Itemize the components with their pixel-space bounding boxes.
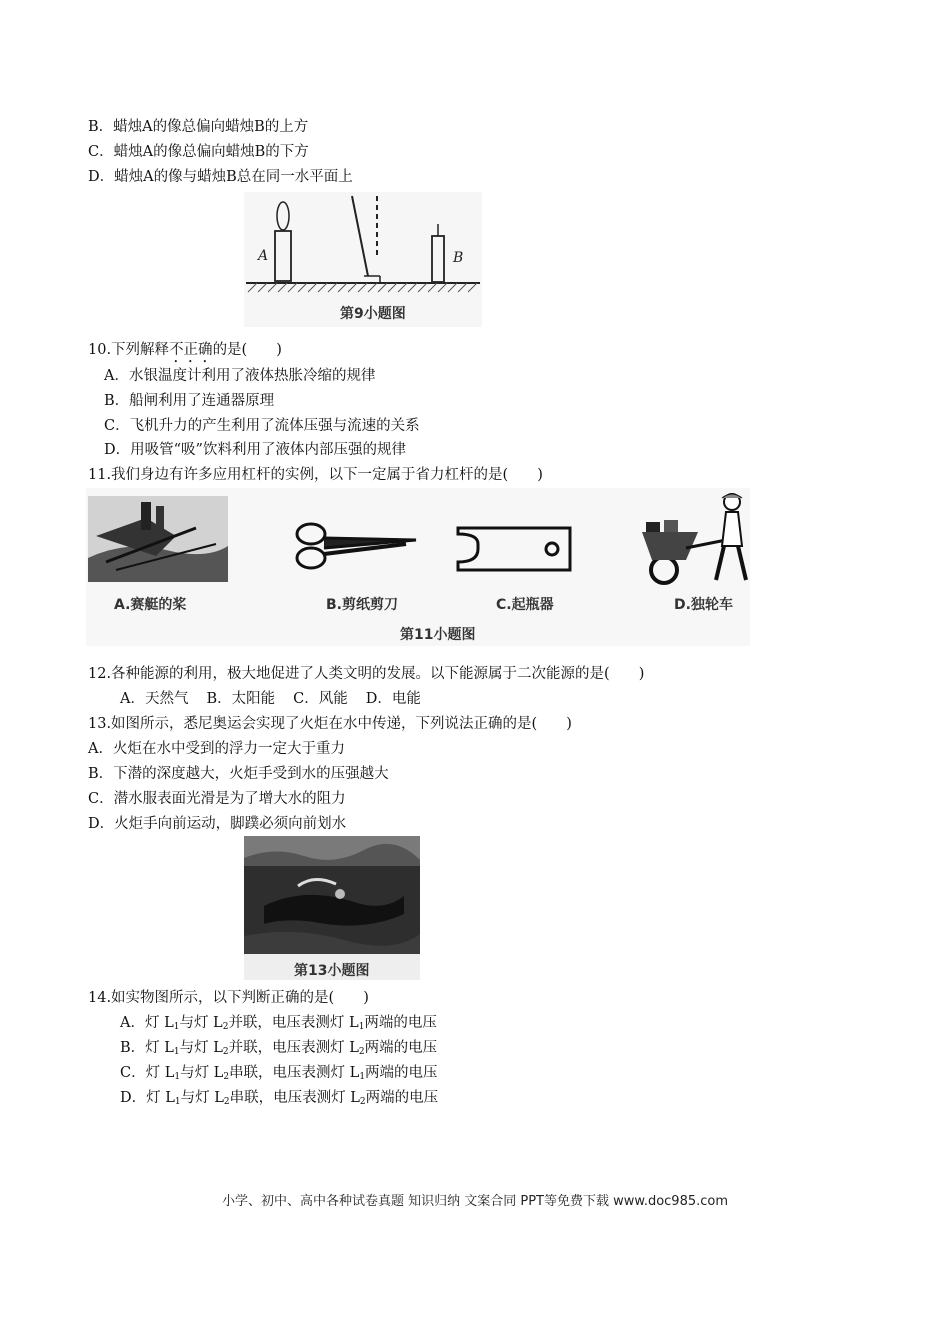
- q14-b-mid: 与灯 L: [179, 1040, 223, 1056]
- q9-figure-caption: 第9小题图: [340, 306, 406, 322]
- q13-figure: [244, 836, 420, 980]
- q11-label-c: C.起瓶器: [496, 597, 554, 613]
- q14-stem: 14.如实物图所示，以下判断正确的是( ): [88, 990, 369, 1006]
- q14-d-post: 串联，电压表测灯 L: [229, 1090, 360, 1106]
- q14-d-sub3: 2: [359, 1097, 366, 1107]
- q13-option-c: C．潜水服表面光滑是为了增大水的阻力: [88, 791, 346, 807]
- q14-a-sub3: 1: [358, 1022, 365, 1032]
- q14-d-end: 两端的电压: [365, 1090, 439, 1106]
- q14-c-sub1: 1: [174, 1072, 181, 1082]
- q14-c-post: 串联，电压表测灯 L: [229, 1065, 360, 1081]
- q12-option-b: B．太阳能: [206, 691, 276, 707]
- q14-a-pre: A．灯 L: [120, 1015, 174, 1031]
- underwater-torch-photo: [244, 836, 420, 954]
- q10-stem-pre: 10.下列解释: [88, 342, 170, 358]
- q14-option-a: [120, 1013, 437, 1037]
- q13-figure-caption: 第13小题图: [294, 963, 370, 979]
- q10-option-b: B．船闸利用了连通器原理: [104, 393, 275, 409]
- q14-a-sub1: 1: [173, 1022, 180, 1032]
- q11-figure: [86, 488, 750, 646]
- q11-label-d: D.独轮车: [674, 597, 733, 613]
- q14-b-post: 并联，电压表测灯 L: [228, 1040, 359, 1056]
- q14-c-sub3: 1: [359, 1072, 366, 1082]
- q9-figure: [244, 192, 482, 327]
- q14-d-pre: D．灯 L: [120, 1090, 175, 1106]
- q14-b-pre: B．灯 L: [120, 1040, 174, 1056]
- q10-stem-post: 的是( ): [212, 342, 282, 358]
- candle-a-label: A: [258, 248, 269, 264]
- q9-option-c: C．蜡烛A的像总偏向蜡烛B的下方: [88, 144, 309, 160]
- lever-examples-illustration: [86, 488, 750, 646]
- q10-stem: [88, 340, 282, 366]
- q14-b-sub2: 2: [222, 1047, 229, 1057]
- candle-b-label: B: [453, 250, 464, 266]
- q14-c-end: 两端的电压: [365, 1065, 438, 1081]
- q14-a-post: 并联，电压表测灯 L: [228, 1015, 359, 1031]
- q12-option-d: D．电能: [365, 691, 421, 707]
- q14-option-c: [120, 1063, 438, 1087]
- q12-stem: 12.各种能源的利用，极大地促进了人类文明的发展。以下能源属于二次能源的是( ): [88, 666, 645, 682]
- q13-option-b: B．下潜的深度越大，火炬手受到水的压强越大: [88, 766, 389, 782]
- q14-c-pre: C．灯 L: [120, 1065, 175, 1081]
- q14-a-end: 两端的电压: [364, 1015, 437, 1031]
- q13-option-a: A．火炬在水中受到的浮力一定大于重力: [88, 741, 345, 757]
- q14-d-sub2: 2: [223, 1097, 230, 1107]
- q11-label-a: A.赛艇的桨: [114, 597, 187, 613]
- q10-stem-emphasis: 不正确: [169, 342, 213, 358]
- q10-option-d: D．用吸管“吸”饮料利用了液体内部压强的规律: [104, 442, 406, 458]
- scissors-icon: [297, 524, 416, 568]
- wheelbarrow-icon: [642, 494, 746, 583]
- q10-option-c: C．飞机升力的产生利用了流体压强与流速的关系: [104, 418, 420, 434]
- q14-a-sub2: 2: [222, 1022, 229, 1032]
- rowing-oar-image: [88, 496, 228, 582]
- q14-b-sub1: 1: [173, 1047, 180, 1057]
- q14-b-end: 两端的电压: [364, 1040, 438, 1056]
- q14-d-mid: 与灯 L: [180, 1090, 224, 1106]
- q12-option-a: A．天然气: [120, 691, 189, 707]
- q11-label-b: B.剪纸剪刀: [326, 597, 398, 613]
- q12-options: [120, 689, 421, 709]
- q14-d-sub1: 1: [174, 1097, 181, 1107]
- bottle-opener-icon: [458, 528, 570, 570]
- q14-option-d: [120, 1088, 438, 1112]
- q14-b-sub3: 2: [358, 1047, 365, 1057]
- q9-option-b: B．蜡烛A的像总偏向蜡烛B的上方: [88, 119, 309, 135]
- q13-option-d: D．火炬手向前运动，脚蹼必须向前划水: [88, 816, 347, 832]
- q14-c-sub2: 2: [223, 1072, 230, 1082]
- q9-option-d: D．蜡烛A的像与蜡烛B总在同一水平面上: [88, 169, 353, 185]
- q14-c-mid: 与灯 L: [180, 1065, 224, 1081]
- q11-stem: 11.我们身边有许多应用杠杆的实例，以下一定属于省力杠杆的是( ): [88, 467, 543, 483]
- q14-option-b: [120, 1038, 437, 1062]
- q10-option-a: A．水银温度计利用了液体热胀冷缩的规律: [104, 368, 376, 384]
- q13-stem: 13.如图所示，悉尼奥运会实现了火炬在水中传递，下列说法正确的是( ): [88, 716, 572, 732]
- q12-option-c: C．风能: [293, 691, 348, 707]
- page-footer: 小学、初中、高中各种试卷真题 知识归纳 文案合同 PPT等免费下载 www.doc985.com: [221, 1194, 729, 1209]
- q14-a-mid: 与灯 L: [179, 1015, 223, 1031]
- q11-figure-caption: 第11小题图: [400, 627, 476, 643]
